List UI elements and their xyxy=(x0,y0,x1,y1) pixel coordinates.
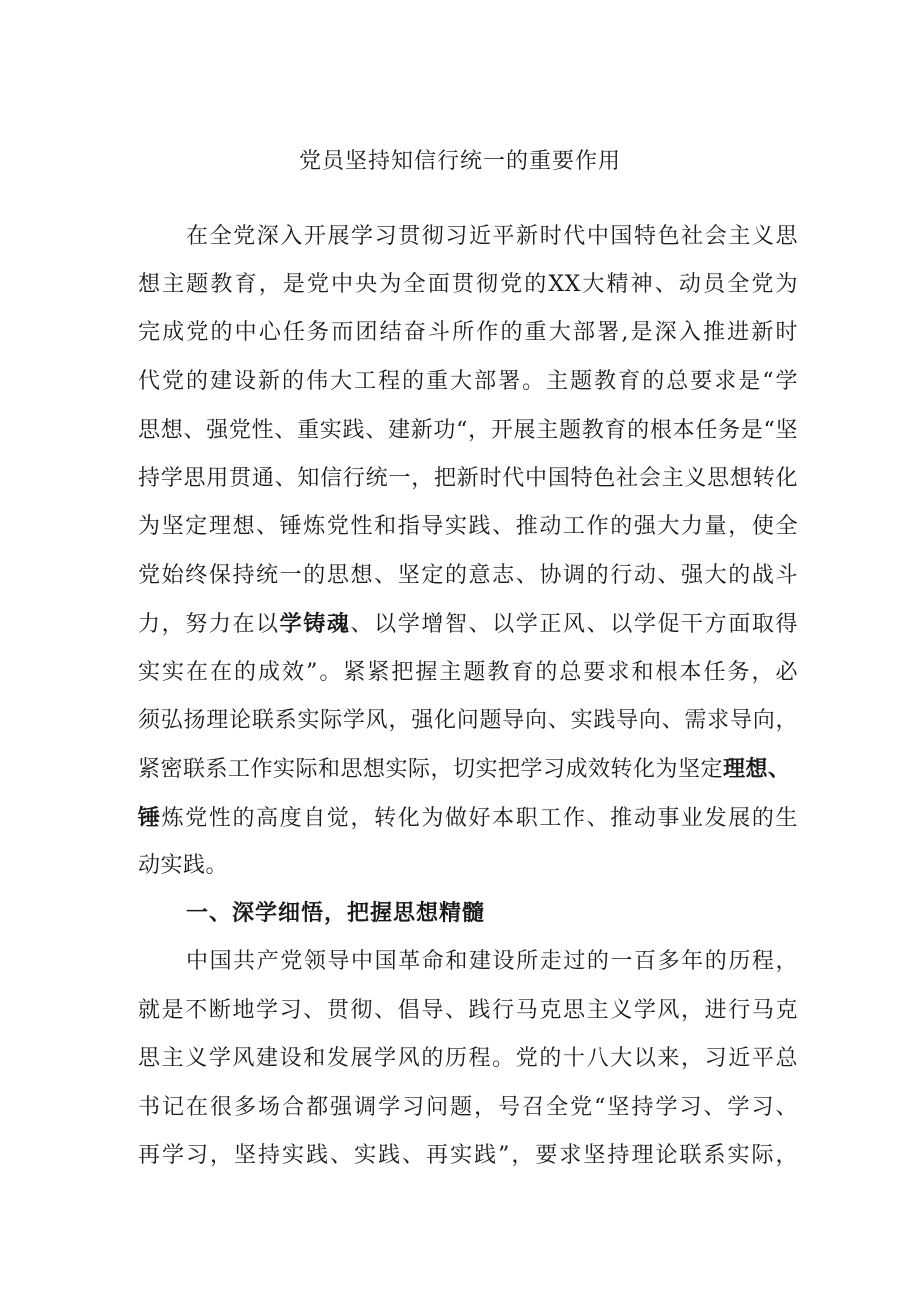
bold-phrase: 理想、 xyxy=(723,756,791,782)
paragraph-line: 代党的建设新的伟大工程的重大部署。主题教育的总要求是“学 xyxy=(138,369,798,394)
text-run: 力，努力在以 xyxy=(138,612,280,637)
text-run: 、以学增智、以学正风、以学促干方面取得 xyxy=(350,612,798,637)
text-run: 紧密联系工作实际和思想实际，切实把学习成效转化为坚定 xyxy=(138,757,724,782)
paragraph-line: 想主题教育，是党中央为全面贯彻党的XX大精神、动员全党为 xyxy=(138,272,798,297)
paragraph-line: 党始终保持统一的思想、坚定的意志、协调的行动、强大的战斗 xyxy=(138,563,798,588)
text-run: 炼党性的高度自觉，转化为做好本职工作、推动事业发展的生 xyxy=(161,806,798,831)
paragraph-line: 实实在在的成效”。紧紧把握主题教育的总要求和根本任务，必 xyxy=(138,660,798,685)
paragraph-line: 动实践。 xyxy=(138,853,229,878)
paragraph-line: 在全党深入开展学习贯彻习近平新时代中国特色社会主义思 xyxy=(186,224,798,249)
paragraph-line: 持学思用贯通、知信行统一，把新时代中国特色社会主义思想转化 xyxy=(138,466,798,491)
document-title: 党员坚持知信行统一的重要作用 xyxy=(298,149,621,174)
paragraph-line: 思主义学风建设和发展学风的历程。党的十八大以来，习近平总 xyxy=(138,1046,798,1071)
paragraph-line xyxy=(138,753,798,786)
paragraph-line: 须弘扬理论联系实际学风，强化问题导向、实践导向、需求导向， xyxy=(138,708,798,733)
paragraph-line xyxy=(138,608,798,641)
bold-phrase: 学铸魂 xyxy=(279,611,351,637)
section-heading: 一、深学细悟，把握思想精髓 xyxy=(186,901,486,926)
paragraph-line: 中国共产党领导中国革命和建设所走过的一百多年的历程， xyxy=(186,949,798,974)
paragraph-line: 再学习，坚持实践、实践、再实践”，要求坚持理论联系实际， xyxy=(138,1143,798,1168)
paragraph-line: 完成党的中心任务而团结奋斗所作的重大部署,是深入推进新时 xyxy=(138,320,798,345)
paragraph-line: 思想、强党性、重实践、建新功“，开展主题教育的根本任务是“坚 xyxy=(138,418,798,443)
paragraph-line xyxy=(138,802,798,835)
paragraph-line: 就是不断地学习、贯彻、倡导、践行马克思主义学风，进行马克 xyxy=(138,998,798,1023)
paragraph-line: 书记在很多场合都强调学习问题，号召全党“坚持学习、学习、 xyxy=(138,1095,798,1120)
paragraph-line: 为坚定理想、锤炼党性和指导实践、推动工作的强大力量，使全 xyxy=(138,514,798,539)
bold-phrase: 锤 xyxy=(138,805,162,831)
